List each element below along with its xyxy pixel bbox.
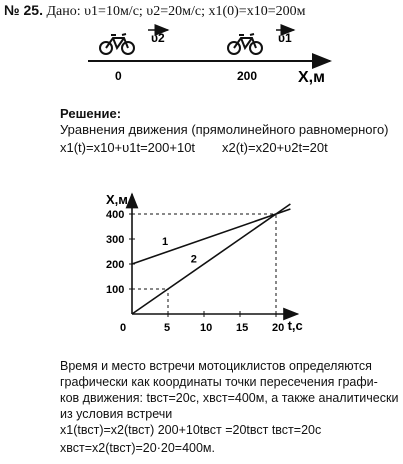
series-1-line	[132, 209, 290, 264]
v1-label: υ1	[278, 31, 292, 45]
series-2-label: 2	[190, 253, 197, 266]
x-tick-label: 20	[272, 322, 285, 334]
tick-0: 0	[115, 69, 122, 83]
y-axis-label: X,м	[106, 192, 128, 207]
solution-title: Решение:	[60, 106, 122, 121]
series-1-label: 1	[162, 236, 169, 248]
equation-1: x1(t)=x10+υ1t=200+10t	[60, 140, 196, 155]
y-tick-label: 100	[106, 284, 125, 296]
x-tick-label: 15	[236, 322, 249, 334]
problem-number: № 25.	[4, 2, 43, 18]
v2-label: υ2	[151, 31, 165, 45]
paragraph-line2: графически как координаты точки пересечения графи-	[60, 375, 378, 389]
x-axis-label: t,с	[287, 318, 303, 333]
tick-200: 200	[237, 69, 258, 83]
motion-chart	[90, 164, 350, 340]
problem-given-text: Дано: υ1=10м/с; υ2=20м/с; x1(0)=x10=200м	[46, 4, 306, 19]
problem-given	[4, 2, 305, 20]
bicycle-diagram	[0, 20, 403, 90]
y-tick-label: 300	[106, 234, 125, 246]
x-tick-label: 10	[200, 322, 213, 334]
y-tick-label: 200	[106, 259, 125, 271]
x-tick-label: 0	[120, 322, 127, 334]
y-tick-label: 400	[106, 209, 125, 221]
axis-label: X,м	[298, 69, 325, 86]
equation-2: x2(t)=x20+υ2t=20t	[222, 140, 328, 155]
final-equation-1: x1(tвст)=x2(tвст) 200+10tвст =20tвст tвст=20c	[60, 423, 322, 437]
x-tick-label: 5	[164, 322, 171, 334]
paragraph-line3: ков движения: tвст=20с, xвст=400м, а также аналитически	[60, 391, 399, 405]
bicycle-icon	[100, 34, 134, 54]
bicycle-icon	[228, 34, 262, 54]
series-2-line	[132, 204, 290, 314]
final-equation-2: xвст=x2(tвст)=20·20=400м.	[60, 441, 215, 455]
paragraph-line1: Время и место встречи мотоциклистов определяются	[60, 359, 372, 373]
solution-line1: Уравнения движения (прямолинейного равномерного)	[60, 122, 389, 137]
paragraph-line4: из условия встречи	[60, 407, 173, 421]
